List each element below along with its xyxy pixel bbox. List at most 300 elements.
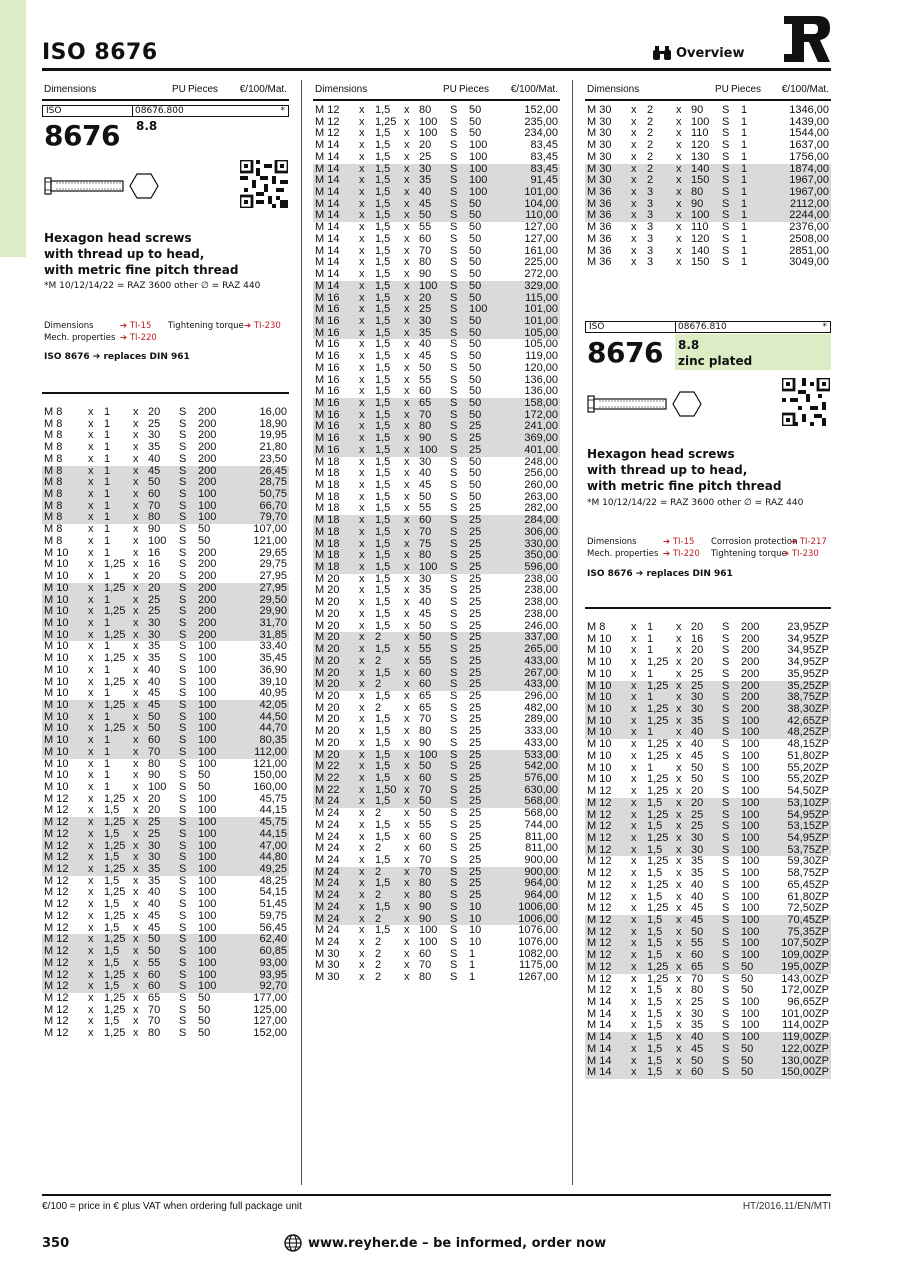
pu-type: S — [722, 1054, 730, 1067]
pitch: 1,5 — [375, 127, 391, 140]
price: 53,15ZP — [787, 820, 829, 833]
website-link[interactable] — [284, 1234, 606, 1252]
times-sign: x — [359, 244, 365, 257]
price: 83,45 — [530, 162, 558, 175]
pitch: 2 — [375, 959, 382, 972]
price: 51,80ZP — [787, 749, 829, 762]
times-sign: x — [359, 408, 365, 421]
replaces-note: ISO 8676 ➔ replaces DIN 961 — [587, 569, 733, 579]
length: 50 — [148, 945, 161, 958]
pitch: 1,25 — [647, 808, 669, 821]
pitch: 1,25 — [647, 738, 669, 751]
length: 30 — [691, 1007, 704, 1020]
pu-type: S — [450, 760, 458, 773]
pu-type: S — [179, 816, 187, 829]
thread-size: M 30 — [587, 162, 612, 175]
times-sign: x — [133, 734, 139, 747]
pu-type: S — [722, 984, 730, 997]
times-sign: x — [133, 558, 139, 571]
price: 47,00 — [259, 839, 287, 852]
price: 75,35ZP — [787, 925, 829, 938]
product-description — [587, 446, 781, 494]
price: 263,00 — [524, 490, 558, 503]
pu-type: S — [450, 830, 458, 843]
length: 50 — [419, 209, 432, 222]
pu-type: S — [722, 209, 730, 222]
thread-size: M 8 — [44, 523, 63, 536]
price: 80,35 — [259, 734, 287, 747]
times-sign: x — [133, 956, 139, 969]
length: 25 — [691, 996, 704, 1008]
pitch: 1,5 — [647, 984, 663, 997]
pitch: 1,25 — [104, 605, 126, 618]
length: 45 — [691, 902, 704, 915]
table-row — [313, 527, 560, 539]
pitch: 1,5 — [104, 956, 120, 969]
pieces: 100 — [741, 843, 760, 856]
price: 136,00 — [524, 373, 558, 386]
price: 296,00 — [524, 689, 558, 702]
ref-link[interactable]: ➔ TI-15 — [120, 321, 152, 331]
times-sign: x — [88, 464, 94, 477]
pitch: 1 — [647, 632, 654, 645]
pu-type: S — [722, 1019, 730, 1032]
pitch: 1,5 — [375, 607, 391, 620]
pu-type: S — [450, 244, 458, 257]
pieces: 100 — [741, 831, 760, 844]
times-sign: x — [133, 406, 139, 418]
pitch: 1,5 — [375, 139, 391, 152]
pu-type: S — [450, 408, 458, 421]
ref-label: Mech. properties — [587, 549, 659, 559]
price-table-col3a — [585, 105, 831, 269]
price: 40,95 — [259, 687, 287, 700]
pieces: 50 — [469, 279, 482, 292]
times-sign: x — [404, 150, 410, 163]
length: 40 — [419, 596, 432, 609]
price: 1439,00 — [789, 115, 829, 128]
ref-link[interactable]: ➔ TI-217 — [790, 537, 827, 547]
pitch: 3 — [647, 232, 654, 245]
price: 29,75 — [259, 558, 287, 571]
times-sign: x — [404, 420, 410, 433]
times-sign: x — [631, 925, 637, 938]
pu-type: S — [722, 937, 730, 950]
pitch: 1,25 — [104, 722, 126, 735]
pitch: 1,5 — [375, 924, 391, 937]
pieces: 100 — [198, 863, 217, 876]
pitch: 1,25 — [104, 628, 126, 641]
length: 80 — [419, 971, 432, 984]
pu-type: S — [722, 960, 730, 973]
times-sign: x — [359, 174, 365, 187]
times-sign: x — [359, 291, 365, 304]
thread-size: M 24 — [315, 842, 340, 855]
price: 29,65 — [259, 546, 287, 559]
pieces: 50 — [198, 534, 211, 547]
times-sign: x — [133, 1003, 139, 1016]
article-star: * — [280, 106, 285, 116]
pu-type: S — [722, 949, 730, 962]
thread-size: M 12 — [44, 804, 69, 817]
pu-type: S — [450, 666, 458, 679]
pu-type: S — [179, 781, 187, 793]
pieces: 50 — [741, 984, 754, 997]
product-number: 8676 — [587, 336, 663, 369]
times-sign: x — [631, 162, 637, 175]
times-sign: x — [404, 725, 410, 738]
pu-type: S — [722, 139, 730, 152]
pu-type: S — [450, 748, 458, 761]
length: 100 — [419, 924, 438, 937]
times-sign: x — [88, 652, 94, 665]
times-sign: x — [88, 546, 94, 559]
ref-link[interactable]: ➔ TI-230 — [782, 549, 819, 559]
price: 568,00 — [524, 807, 558, 820]
length: 65 — [419, 396, 432, 409]
pu-type: S — [179, 441, 187, 454]
times-sign: x — [404, 350, 410, 363]
pitch: 1,5 — [375, 619, 391, 632]
price: 1967,00 — [789, 174, 829, 187]
times-sign: x — [631, 749, 637, 762]
length: 45 — [419, 479, 432, 491]
pitch: 3 — [647, 256, 654, 269]
length: 20 — [148, 570, 161, 583]
pieces: 25 — [469, 537, 482, 550]
pieces: 100 — [198, 827, 217, 840]
times-sign: x — [359, 279, 365, 292]
price: 31,85 — [259, 628, 287, 641]
thread-size: M 16 — [315, 373, 340, 386]
times-sign: x — [404, 209, 410, 222]
thread-size: M 10 — [44, 781, 69, 793]
pieces: 1 — [741, 174, 748, 187]
thread-size: M 16 — [315, 385, 340, 398]
pieces: 25 — [469, 443, 482, 456]
times-sign: x — [359, 900, 365, 913]
thread-size: M 22 — [315, 783, 340, 796]
pitch: 1,5 — [375, 818, 391, 831]
pitch: 1 — [104, 417, 111, 430]
price: 630,00 — [524, 783, 558, 796]
pieces: 100 — [741, 902, 760, 915]
price: 172,00 — [524, 408, 558, 421]
table-row — [585, 915, 831, 927]
table-row — [313, 668, 560, 680]
table-row — [42, 841, 289, 853]
pu-type: S — [722, 232, 730, 245]
ref-link[interactable]: ➔ TI-220 — [663, 549, 700, 559]
length: 40 — [148, 898, 161, 911]
thread-size: M 18 — [315, 479, 340, 491]
pieces: 100 — [741, 1007, 760, 1020]
ref-link[interactable]: ➔ TI-220 — [120, 333, 157, 343]
table-row — [585, 187, 831, 199]
pieces: 200 — [198, 452, 217, 465]
table-row — [313, 164, 560, 176]
length: 65 — [419, 701, 432, 714]
pitch: 1 — [104, 534, 111, 547]
times-sign: x — [359, 104, 365, 116]
pitch: 1,5 — [375, 854, 391, 866]
pitch: 1,5 — [375, 525, 391, 538]
price: 195,00ZP — [781, 960, 829, 973]
pitch: 1,5 — [375, 760, 391, 773]
pitch: 1,5 — [104, 874, 120, 887]
ref-link[interactable]: ➔ TI-15 — [663, 537, 695, 547]
times-sign: x — [133, 991, 139, 1004]
length: 80 — [419, 549, 432, 562]
times-sign: x — [88, 757, 94, 770]
pu-type: S — [179, 804, 187, 817]
times-sign: x — [676, 890, 682, 903]
pieces: 100 — [198, 792, 217, 805]
table-row — [313, 351, 560, 363]
times-sign: x — [676, 738, 682, 751]
length: 70 — [419, 865, 432, 878]
table-row — [313, 515, 560, 527]
times-sign: x — [404, 900, 410, 913]
price: 289,00 — [524, 713, 558, 726]
pu-type: S — [450, 654, 458, 667]
times-sign: x — [676, 937, 682, 950]
times-sign: x — [404, 760, 410, 773]
times-sign: x — [631, 150, 637, 163]
pu-type: S — [722, 808, 730, 821]
times-sign: x — [676, 878, 682, 891]
pu-type: S — [450, 631, 458, 644]
length: 80 — [419, 256, 432, 269]
pu-type: S — [450, 643, 458, 656]
times-sign: x — [359, 490, 365, 503]
length: 60 — [691, 949, 704, 962]
thread-size: M 8 — [44, 511, 63, 524]
pitch: 1,25 — [647, 972, 669, 985]
times-sign: x — [676, 656, 682, 669]
pu-type: S — [179, 921, 187, 934]
pieces: 1 — [741, 150, 748, 163]
length: 50 — [419, 795, 432, 808]
times-sign: x — [676, 174, 682, 187]
length: 100 — [148, 781, 167, 793]
pu-type: S — [722, 749, 730, 762]
table-row — [313, 785, 560, 797]
length: 45 — [691, 1042, 704, 1055]
times-sign: x — [404, 643, 410, 656]
price: 38,75ZP — [787, 691, 829, 704]
pu-type: S — [722, 878, 730, 891]
length: 75 — [419, 537, 432, 550]
times-sign: x — [359, 514, 365, 527]
times-sign: x — [133, 804, 139, 817]
pitch: 1 — [104, 570, 111, 583]
pu-type: S — [722, 174, 730, 187]
pu-type: S — [450, 842, 458, 855]
times-sign: x — [88, 675, 94, 688]
times-sign: x — [359, 572, 365, 585]
table-row — [42, 782, 289, 794]
price: 115,00 — [525, 291, 558, 304]
times-sign: x — [359, 314, 365, 327]
section-rule — [42, 392, 289, 394]
table-row — [313, 609, 560, 621]
pieces: 25 — [469, 631, 482, 644]
length: 20 — [691, 785, 704, 798]
length: 40 — [148, 675, 161, 688]
price: 150,00ZP — [781, 1066, 829, 1079]
thread-size: M 14 — [587, 1066, 612, 1079]
pieces: 50 — [198, 1027, 211, 1040]
price: 62,40 — [259, 933, 287, 946]
pitch: 1 — [647, 761, 654, 774]
times-sign: x — [133, 898, 139, 911]
times-sign: x — [133, 933, 139, 946]
col2-header-rule — [313, 99, 560, 101]
pu-type: S — [179, 956, 187, 969]
thread-size: M 12 — [44, 839, 69, 852]
thread-size: M 10 — [587, 679, 612, 692]
times-sign: x — [359, 420, 365, 433]
thread-size: M 30 — [315, 947, 340, 960]
length: 80 — [691, 984, 704, 997]
thread-size: M 12 — [44, 851, 69, 864]
overview-link[interactable] — [652, 45, 745, 61]
pieces: 100 — [198, 851, 217, 864]
length: 50 — [148, 722, 161, 735]
pieces: 100 — [741, 726, 760, 739]
times-sign: x — [631, 738, 637, 751]
pu-type: S — [179, 640, 187, 653]
times-sign: x — [631, 831, 637, 844]
times-sign: x — [88, 523, 94, 536]
pieces: 100 — [741, 878, 760, 891]
times-sign: x — [404, 912, 410, 925]
price: 3049,00 — [789, 256, 829, 269]
table-row — [585, 798, 831, 810]
pitch: 1 — [104, 593, 111, 606]
price: 337,00 — [524, 631, 558, 644]
pieces: 100 — [198, 511, 217, 524]
times-sign: x — [359, 361, 365, 374]
pitch: 1,25 — [104, 886, 126, 899]
pitch: 1,25 — [647, 714, 669, 727]
price: 2112,00 — [790, 197, 829, 210]
ref-label: Dimensions — [587, 537, 637, 547]
pu-type: S — [722, 925, 730, 938]
pieces: 200 — [741, 656, 760, 669]
pu-type: S — [179, 851, 187, 864]
pu-type: S — [450, 877, 458, 890]
times-sign: x — [133, 476, 139, 489]
price: 172,00ZP — [781, 984, 829, 997]
pitch: 1 — [647, 621, 654, 633]
times-sign: x — [404, 854, 410, 866]
times-sign: x — [631, 174, 637, 187]
pu-type: S — [179, 1027, 187, 1040]
length: 60 — [419, 842, 432, 855]
price: 107,00 — [253, 523, 287, 536]
pu-type: S — [179, 991, 187, 1004]
ref-link[interactable]: ➔ TI-230 — [244, 321, 281, 331]
price: 350,00 — [524, 549, 558, 562]
table-row — [42, 454, 289, 466]
thread-size: M 20 — [315, 713, 340, 726]
pitch: 1 — [647, 644, 654, 657]
times-sign: x — [359, 467, 365, 480]
thread-size: M 36 — [587, 209, 612, 222]
pieces: 50 — [741, 1042, 754, 1055]
thread-size: M 8 — [44, 417, 63, 430]
length: 20 — [691, 644, 704, 657]
times-sign: x — [88, 488, 94, 501]
pieces: 200 — [198, 581, 217, 594]
price: 482,00 — [524, 701, 558, 714]
pitch: 2 — [375, 842, 382, 855]
header-pu: PU — [172, 84, 186, 95]
pitch: 2 — [375, 889, 382, 902]
thread-size: M 12 — [587, 913, 612, 926]
table-row — [585, 105, 831, 117]
thread-size: M 12 — [315, 115, 340, 128]
thread-size: M 14 — [315, 244, 340, 257]
table-row — [313, 726, 560, 738]
desc-line: Hexagon head screws — [44, 231, 192, 245]
times-sign: x — [359, 221, 365, 234]
thread-size: M 12 — [44, 874, 69, 887]
pieces: 100 — [198, 956, 217, 969]
table-row — [313, 210, 560, 222]
price: 49,25 — [259, 863, 287, 876]
table-row — [313, 703, 560, 715]
thread-size: M 20 — [315, 572, 340, 585]
pitch: 1,25 — [647, 785, 669, 798]
pu-type: S — [722, 761, 730, 774]
pitch: 1,5 — [104, 851, 120, 864]
pu-type: S — [722, 150, 730, 163]
table-row — [585, 1067, 831, 1079]
pieces: 50 — [741, 1054, 754, 1067]
pieces: 25 — [469, 643, 482, 656]
price: 744,00 — [524, 818, 558, 831]
pu-type: S — [179, 945, 187, 958]
thread-size: M 30 — [587, 150, 612, 163]
pu-type: S — [450, 350, 458, 363]
table-row — [42, 829, 289, 841]
price: 330,00 — [524, 537, 558, 550]
table-row — [42, 571, 289, 583]
thread-size: M 12 — [587, 843, 612, 856]
pieces: 50 — [469, 408, 482, 421]
times-sign: x — [404, 561, 410, 574]
length: 30 — [148, 616, 161, 629]
length: 80 — [148, 757, 161, 770]
length: 80 — [419, 420, 432, 433]
thread-size: M 18 — [315, 561, 340, 574]
pieces: 100 — [198, 816, 217, 829]
pu-type: S — [179, 687, 187, 700]
pu-type: S — [179, 792, 187, 805]
times-sign: x — [676, 867, 682, 880]
pieces: 1 — [741, 104, 748, 116]
length: 50 — [691, 1054, 704, 1067]
pitch: 1,5 — [104, 804, 120, 817]
price: 101,00 — [524, 186, 558, 199]
table-row — [313, 750, 560, 762]
price: 964,00 — [524, 889, 558, 902]
length: 140 — [691, 244, 710, 257]
times-sign: x — [133, 417, 139, 430]
